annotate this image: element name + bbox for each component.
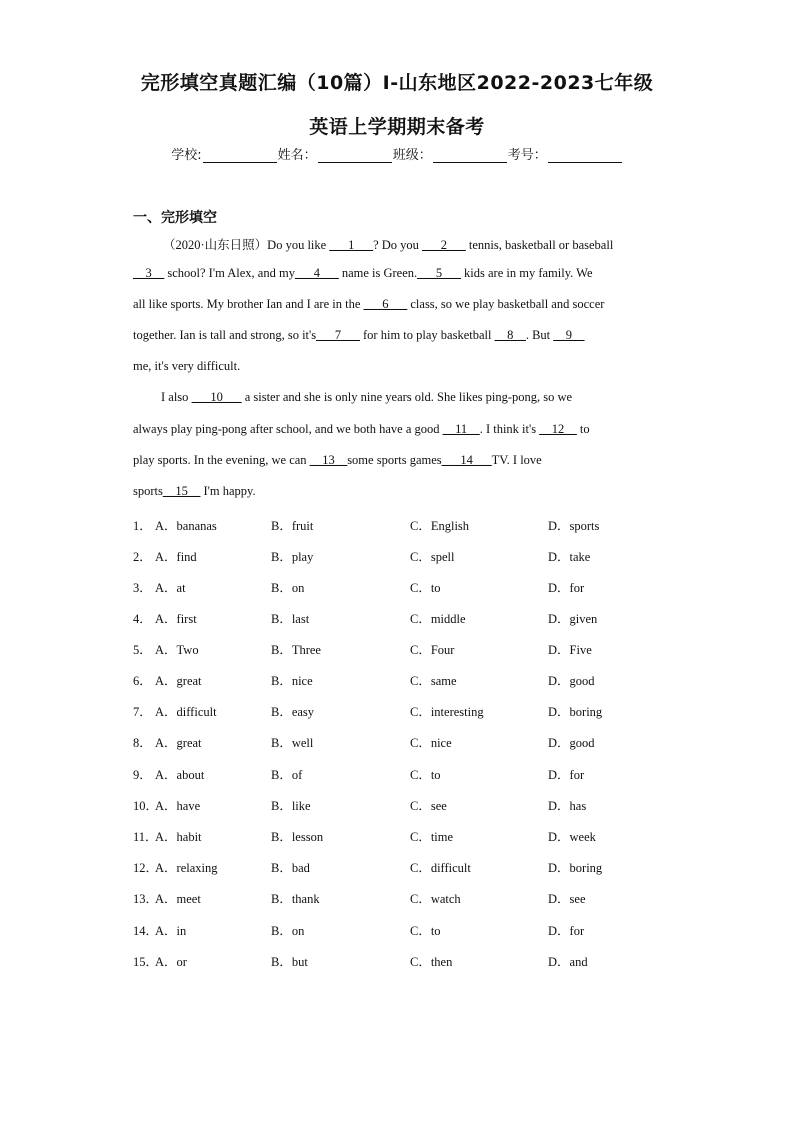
doc-title-line1: 完形填空真题汇编（10篇）Ⅰ-山东地区2022-2023七年级 bbox=[140, 72, 654, 94]
question-number: 11． bbox=[133, 830, 158, 844]
question-row bbox=[133, 702, 693, 722]
exam-no-label: 考号： bbox=[507, 148, 547, 163]
option-c[interactable]: C．Four bbox=[410, 643, 455, 657]
question-row bbox=[133, 609, 693, 629]
option-d[interactable]: D．and bbox=[548, 955, 588, 969]
question-number: 8． bbox=[133, 736, 152, 750]
option-a[interactable]: A．Two bbox=[155, 643, 199, 657]
option-a[interactable]: A．at bbox=[155, 581, 186, 595]
question-number: 9． bbox=[133, 768, 152, 782]
option-b[interactable]: B．lesson bbox=[271, 830, 324, 844]
option-d[interactable]: D．take bbox=[548, 550, 591, 564]
option-b[interactable]: B．well bbox=[271, 736, 314, 750]
option-a[interactable]: A．great bbox=[155, 674, 202, 688]
blank-2: ___2___ bbox=[422, 238, 466, 252]
option-c[interactable]: C．to bbox=[410, 768, 441, 782]
passage-line-8: play sports. In the evening, we can __13__some sports games___14___TV. I love bbox=[133, 453, 542, 467]
question-number: 1． bbox=[133, 519, 152, 533]
blank-1: ___1___ bbox=[329, 238, 374, 252]
option-d[interactable]: D．sports bbox=[548, 519, 600, 533]
option-a[interactable]: A．have bbox=[155, 799, 201, 813]
option-c[interactable]: C．interesting bbox=[410, 705, 484, 719]
blank-4: ___4___ bbox=[294, 266, 339, 280]
option-c[interactable]: C．to bbox=[410, 924, 441, 938]
option-d[interactable]: D．boring bbox=[548, 705, 603, 719]
option-b[interactable]: B．thank bbox=[271, 892, 320, 906]
option-d[interactable]: D．see bbox=[548, 892, 586, 906]
question-number: 14． bbox=[133, 924, 159, 938]
option-c[interactable]: C．English bbox=[410, 519, 470, 533]
option-b[interactable]: B．play bbox=[271, 550, 314, 564]
question-number: 4． bbox=[133, 612, 152, 626]
doc-title-line2: 英语上学期期末备考 bbox=[309, 116, 485, 138]
blank-3: __3__ bbox=[133, 266, 165, 280]
option-a[interactable]: A．habit bbox=[155, 830, 202, 844]
class-blank[interactable] bbox=[433, 149, 507, 163]
blank-6: ___6___ bbox=[363, 297, 408, 311]
section-heading: 一、完形填空 bbox=[133, 210, 217, 226]
option-b[interactable]: B．like bbox=[271, 799, 311, 813]
option-d[interactable]: D．week bbox=[548, 830, 596, 844]
question-number: 6． bbox=[133, 674, 152, 688]
option-a[interactable]: A．about bbox=[155, 768, 205, 782]
option-a[interactable]: A．great bbox=[155, 736, 202, 750]
option-c[interactable]: C．same bbox=[410, 674, 457, 688]
option-d[interactable]: D．for bbox=[548, 924, 585, 938]
question-number: 7． bbox=[133, 705, 152, 719]
option-d[interactable]: D．has bbox=[548, 799, 587, 813]
passage-line-5: me, it's very difficult. bbox=[133, 359, 241, 373]
school-blank[interactable] bbox=[203, 149, 277, 163]
question-number: 3． bbox=[133, 581, 152, 595]
option-b[interactable]: B．Three bbox=[271, 643, 321, 657]
option-b[interactable]: B．fruit bbox=[271, 519, 314, 533]
school-label: 学校: bbox=[171, 148, 202, 163]
question-row bbox=[133, 765, 693, 785]
exam-no-blank[interactable] bbox=[548, 149, 622, 163]
option-b[interactable]: B．but bbox=[271, 955, 308, 969]
option-b[interactable]: B．bad bbox=[271, 861, 310, 875]
option-b[interactable]: B．on bbox=[271, 581, 305, 595]
option-d[interactable]: D．for bbox=[548, 581, 585, 595]
blank-12: __12__ bbox=[539, 422, 577, 436]
option-d[interactable]: D．Five bbox=[548, 643, 592, 657]
option-b[interactable]: B．nice bbox=[271, 674, 313, 688]
option-a[interactable]: A．meet bbox=[155, 892, 201, 906]
option-b[interactable]: B．of bbox=[271, 768, 303, 782]
question-number: 15． bbox=[133, 955, 159, 969]
blank-7: ___7___ bbox=[316, 328, 360, 342]
option-a[interactable]: A．in bbox=[155, 924, 187, 938]
option-c[interactable]: C．see bbox=[410, 799, 447, 813]
option-d[interactable]: D．for bbox=[548, 768, 585, 782]
question-number: 5． bbox=[133, 643, 152, 657]
blank-9: __9__ bbox=[553, 328, 585, 342]
option-a[interactable]: A．relaxing bbox=[155, 861, 218, 875]
student-info-line bbox=[0, 144, 794, 163]
question-row bbox=[133, 671, 693, 691]
question-row bbox=[133, 547, 693, 567]
blank-8: __8__ bbox=[494, 328, 526, 342]
option-d[interactable]: D．good bbox=[548, 736, 595, 750]
blank-11: __11__ bbox=[442, 422, 480, 436]
option-c[interactable]: C．middle bbox=[410, 612, 466, 626]
passage-line-2: __3__ school? I'm Alex, and my___4___ name is Green.___5___ kids are in my family. We bbox=[133, 266, 593, 280]
option-b[interactable]: B．last bbox=[271, 612, 310, 626]
question-number: 13． bbox=[133, 892, 159, 906]
passage-line-3: all like sports. My brother Ian and I are in the ___6___ class, so we play basketball and soccer bbox=[133, 297, 605, 311]
option-c[interactable]: C．watch bbox=[410, 892, 461, 906]
blank-5: ___5___ bbox=[417, 266, 461, 280]
option-b[interactable]: B．easy bbox=[271, 705, 315, 719]
option-c[interactable]: C．time bbox=[410, 830, 454, 844]
question-row bbox=[133, 578, 693, 598]
blank-14: ___14___ bbox=[441, 453, 492, 467]
blank-13: __13__ bbox=[309, 453, 348, 467]
option-c[interactable]: C．difficult bbox=[410, 861, 471, 875]
option-a[interactable]: A．bananas bbox=[155, 519, 217, 533]
option-a[interactable]: A．first bbox=[155, 612, 197, 626]
option-c[interactable]: C．to bbox=[410, 581, 441, 595]
option-d[interactable]: D．given bbox=[548, 612, 598, 626]
question-row bbox=[133, 921, 693, 941]
option-c[interactable]: C．nice bbox=[410, 736, 452, 750]
option-c[interactable]: C．then bbox=[410, 955, 453, 969]
question-row bbox=[133, 640, 693, 660]
name-label: 姓名： bbox=[277, 148, 317, 163]
option-a[interactable]: A．find bbox=[155, 550, 197, 564]
passage-line-4: together. Ian is tall and strong, so it's___7___ for him to play basketball __8__. But __9__ bbox=[133, 328, 585, 342]
question-row bbox=[133, 733, 693, 753]
option-d[interactable]: D．good bbox=[548, 674, 595, 688]
option-b[interactable]: B．on bbox=[271, 924, 305, 938]
name-blank[interactable] bbox=[318, 149, 392, 163]
class-label: 班级： bbox=[392, 148, 432, 163]
passage-line-1: （2020·山东日照）Do you like ___1___? Do you ___2___ tennis, basketball or baseball bbox=[163, 238, 614, 252]
question-row bbox=[133, 827, 693, 847]
question-number: 2． bbox=[133, 550, 152, 564]
blank-10: ___10___ bbox=[191, 390, 242, 404]
question-number: 10． bbox=[133, 799, 159, 813]
question-number: 12． bbox=[133, 861, 159, 875]
question-row bbox=[133, 796, 693, 816]
passage-line-6: I also ___10___ a sister and she is only nine years old. She likes ping-pong, so we bbox=[161, 390, 573, 404]
passage-line-7: always play ping-pong after school, and we both have a good __11__. I think it's __12__ to bbox=[133, 422, 590, 436]
blank-15: __15__ bbox=[162, 484, 201, 498]
option-a[interactable]: A．difficult bbox=[155, 705, 217, 719]
passage-line-9: sports__15__ I'm happy. bbox=[133, 484, 256, 498]
option-c[interactable]: C．spell bbox=[410, 550, 455, 564]
option-d[interactable]: D．boring bbox=[548, 861, 603, 875]
option-a[interactable]: A．or bbox=[155, 955, 187, 969]
question-row bbox=[133, 889, 693, 909]
question-row bbox=[133, 952, 693, 972]
question-row bbox=[133, 516, 693, 536]
question-row bbox=[133, 858, 693, 878]
